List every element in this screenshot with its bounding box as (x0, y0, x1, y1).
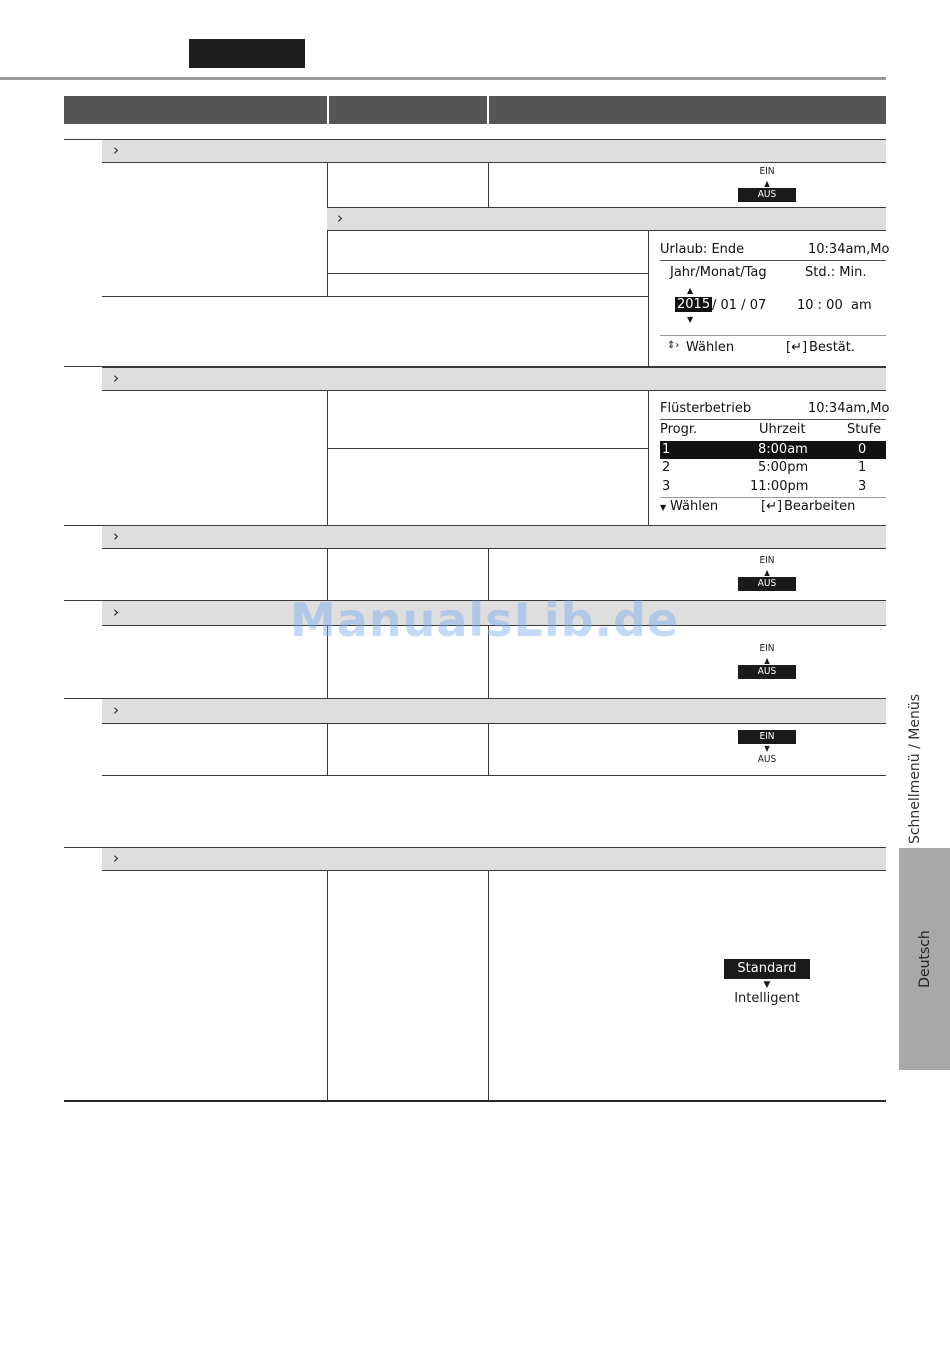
lcd-date-head: Jahr/Monat/Tag (670, 265, 767, 280)
row-level: 3 (858, 479, 867, 494)
arrow-up-icon: ▲ (764, 179, 770, 188)
divider (327, 724, 328, 775)
section-band (102, 698, 886, 724)
header-rule (0, 77, 886, 80)
divider (488, 724, 489, 775)
arrow-up-icon: ▲ (687, 286, 694, 295)
divider (488, 871, 489, 1101)
side-language-label: Deutsch (916, 930, 933, 988)
row-level: 1 (858, 460, 867, 475)
arrow-up-icon: ▲ (764, 568, 770, 577)
row-time: 8:00am (758, 442, 808, 457)
chevron-right-icon: › (113, 141, 119, 159)
row-time: 5:00pm (758, 460, 809, 475)
lcd-title-rule (660, 419, 886, 420)
table-header-divider (487, 96, 489, 124)
lcd-foot-rule (660, 497, 886, 498)
divider (327, 273, 648, 274)
lcd-edit-label: Bearbeiten (784, 499, 856, 514)
chevron-right-icon: › (113, 849, 119, 867)
toggle-off-selected: AUS (738, 577, 796, 591)
chevron-right-icon: › (113, 701, 119, 719)
toggle-ein-aus[interactable] (737, 165, 797, 202)
row-time: 11:00pm (750, 479, 809, 494)
toggle-on-label: EIN (759, 643, 775, 654)
section-band (102, 367, 886, 391)
enter-key-icon: [↵] (786, 340, 808, 355)
lcd-confirm-label: Bestät. (809, 340, 855, 355)
divider (327, 871, 328, 1101)
chevron-right-icon: › (113, 527, 119, 545)
lcd-clock: 10:34am,Mo (808, 401, 890, 416)
lcd-select-label: Wählen (686, 340, 735, 355)
toggle-ein-aus[interactable] (737, 642, 797, 679)
toggle-on-label: EIN (759, 555, 775, 566)
enter-key-icon: [↵] (761, 499, 783, 514)
section-band (102, 139, 886, 163)
arrow-down-icon: ▼ (660, 503, 667, 512)
lcd-clock: 10:34am,Mo (808, 242, 890, 257)
watermark: ManualsLib.de (290, 593, 680, 647)
urlaub-lcd-screen (649, 231, 890, 366)
side-section-label: Schnellmenü / Menüs (907, 693, 923, 845)
updown-arrows-icon: ⇕› (667, 340, 680, 351)
table-header (64, 96, 886, 124)
lcd-year-selected[interactable]: 2015 (677, 297, 711, 312)
lcd-foot-rule (660, 335, 886, 336)
divider (488, 163, 489, 207)
chevron-right-icon: › (337, 209, 343, 227)
table-bottom-rule (64, 1100, 886, 1102)
lcd-title: Urlaub: Ende (660, 242, 745, 257)
chevron-right-icon: › (113, 603, 119, 621)
col-time-header: Uhrzeit (759, 422, 806, 437)
side-language-tab[interactable] (899, 848, 950, 1070)
arrow-down-icon: ▼ (764, 744, 770, 753)
section-band (102, 847, 886, 871)
arrow-down-icon: ▼ (763, 980, 771, 990)
section-band (102, 525, 886, 549)
divider (327, 448, 648, 449)
header-tab-box (189, 39, 305, 68)
divider (102, 775, 886, 776)
lcd-time-head: Std.: Min. (805, 265, 867, 280)
toggle-ein-aus[interactable] (737, 730, 797, 767)
col-prog-header: Progr. (660, 422, 698, 437)
lcd-title-rule (660, 260, 886, 261)
arrow-up-icon: ▲ (764, 656, 770, 665)
toggle-ein-aus[interactable] (737, 554, 797, 591)
mode-option-intelligent: Intelligent (734, 991, 800, 1006)
mode-selector[interactable] (720, 959, 814, 1006)
toggle-on-label: EIN (759, 166, 775, 177)
lcd-select-label: Wählen (670, 499, 719, 514)
toggle-off-label: AUS (757, 754, 777, 765)
toggle-off-selected: AUS (738, 665, 796, 679)
divider (327, 391, 328, 525)
lcd-time-value: 10 : 00 am (797, 298, 872, 313)
mode-selected-standard: Standard (724, 959, 810, 979)
chevron-right-icon: › (113, 369, 119, 387)
row-prog[interactable]: 2 (662, 460, 671, 475)
col-level-header: Stufe (847, 422, 882, 437)
row-level: 0 (858, 442, 867, 457)
table-header-divider (327, 96, 329, 124)
divider (102, 296, 648, 297)
fluester-lcd-screen (649, 391, 890, 525)
toggle-off-selected: AUS (738, 188, 796, 202)
lcd-date-rest: / 01 / 07 (712, 298, 767, 313)
row-prog[interactable]: 3 (662, 479, 671, 494)
subsection-band (327, 207, 886, 231)
arrow-down-icon: ▼ (687, 315, 694, 324)
lcd-title: Flüsterbetrieb (660, 401, 752, 416)
row-prog: 1 (662, 442, 671, 457)
toggle-on-selected: EIN (738, 730, 796, 744)
